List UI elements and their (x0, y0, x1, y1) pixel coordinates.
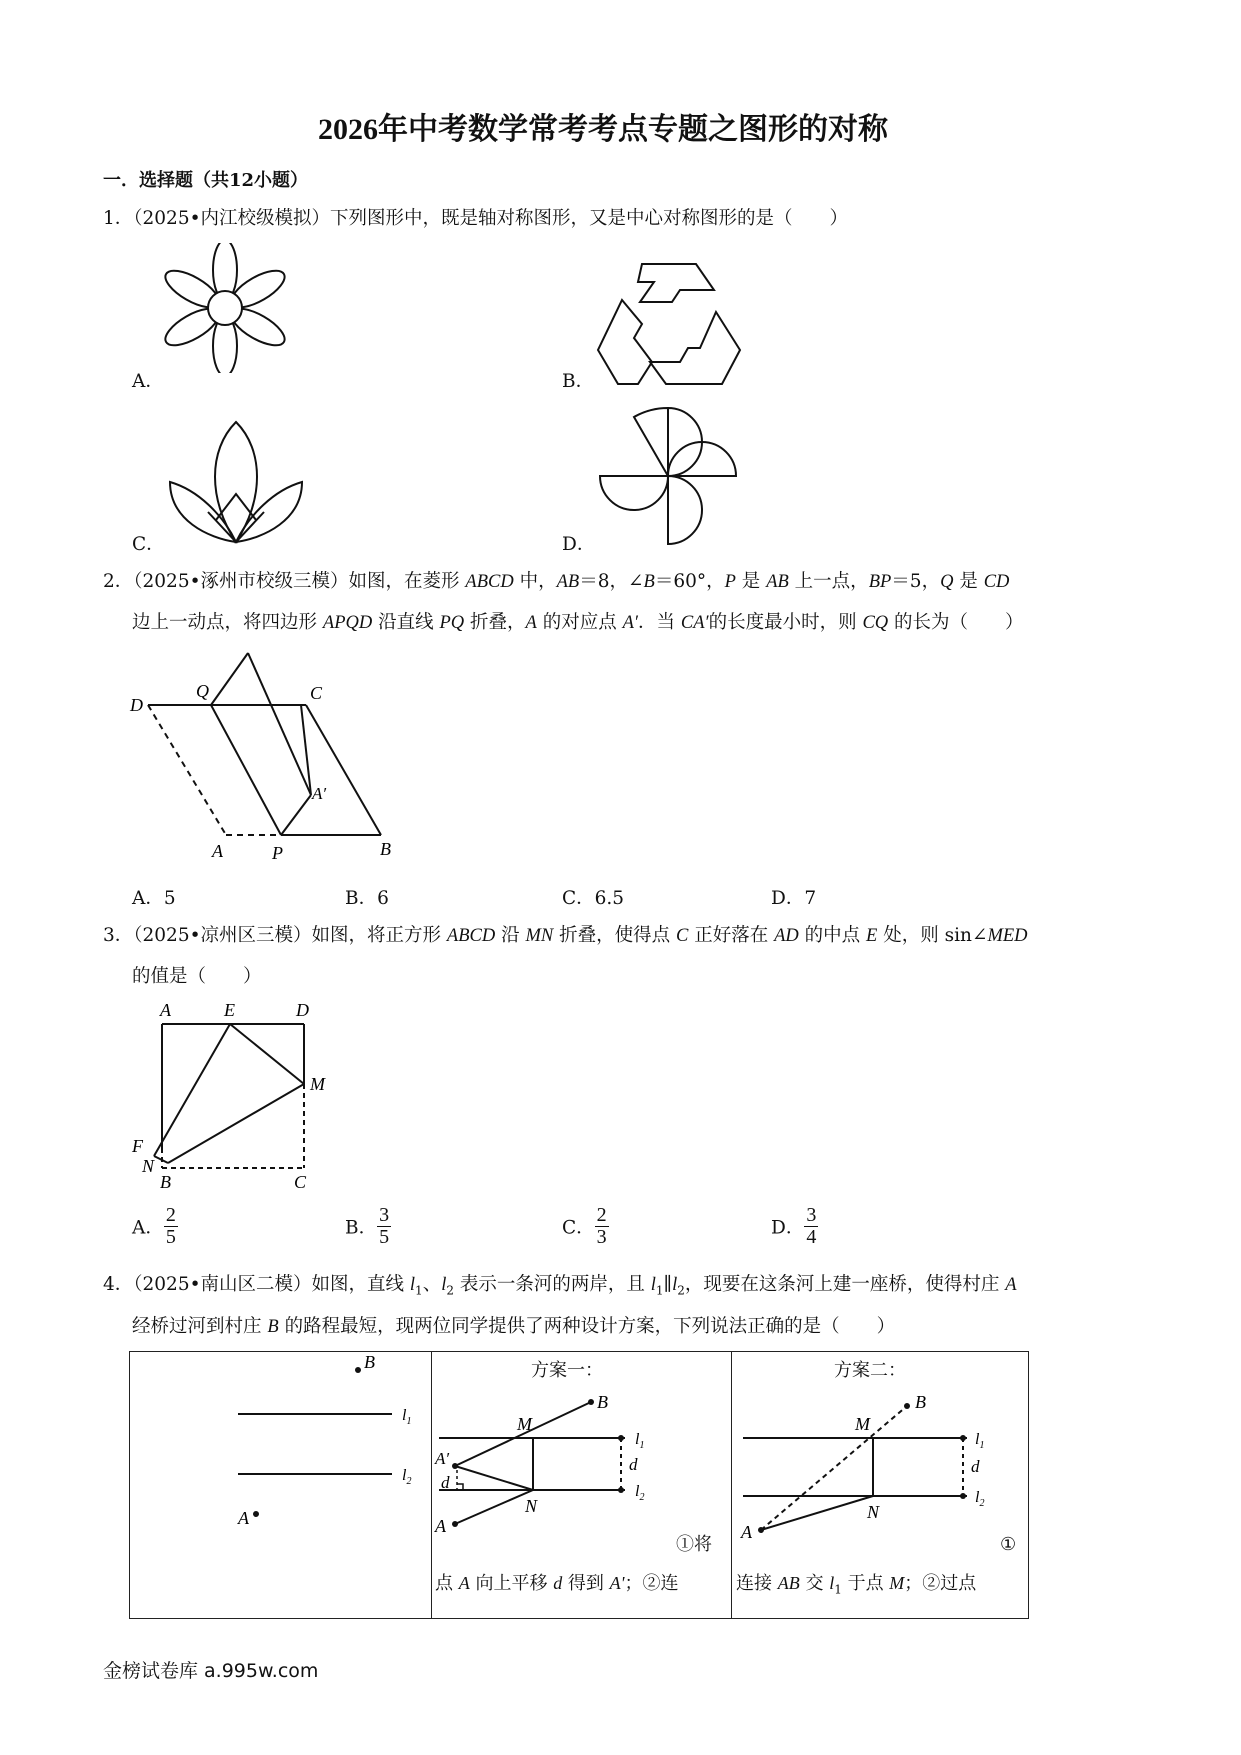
q3-option-c[interactable]: C． $\frac{2}{3}$ (562, 1204, 607, 1248)
q1-option-a[interactable]: A． (132, 371, 164, 392)
q3-label-f: F (132, 1136, 143, 1156)
q1-figure-c-lotus (168, 420, 304, 544)
q4-s1-label-b: B (597, 1392, 608, 1412)
question-4-line-1: 4．（2025•南山区二模）如图，直线 $l_1$、$l_2$ 表示一条河的两岸，且 $l_1\parallel l_2$，现要在这条河上建一座桥，使得村庄 A (103, 1274, 1017, 1298)
q4-s2-label-d: d (971, 1457, 980, 1476)
q2-figure-rhombus (126, 645, 406, 863)
q4-cell-1-diagram (130, 1352, 430, 1618)
page-title: 2026年中考数学常考考点专题之图形的对称 (318, 113, 888, 146)
q3-label-c: C (294, 1172, 307, 1192)
question-3-line-2: 的值是（ ） (132, 966, 262, 987)
q1-option-c[interactable]: C． (132, 534, 165, 555)
q3-option-b[interactable]: B． $\frac{3}{5}$ (345, 1204, 390, 1248)
q1-option-b[interactable]: B． (562, 371, 595, 392)
q3-label-a: A (160, 1000, 171, 1020)
q2-option-c[interactable]: C．6.5 (562, 888, 625, 909)
q4-s2-label-b: B (915, 1392, 926, 1412)
q4-s1-label-l1: $l_1$ (635, 1431, 645, 1451)
q3-label-n: N (142, 1156, 155, 1176)
q2-label-b: B (380, 839, 391, 859)
question-3-line-1: 3．（2025•凉州区三模）如图，将正方形 ABCD 沿 MN 折叠，使得点 C 正好落在 AD 的中点 E 处，则 sin∠MED (103, 925, 1028, 946)
q4-s2-label-m: M (855, 1414, 870, 1434)
q2-option-b[interactable]: B．6 (345, 888, 389, 909)
q3-label-m: M (310, 1074, 325, 1094)
q4-c1-label-l2: $l_2$ (402, 1467, 412, 1487)
footer-watermark: 金榜试卷库 a.995w.com (103, 1660, 319, 1682)
q3-option-a-fraction: $\frac{2}{5}$ (165, 1204, 176, 1248)
q3-option-c-fraction: $\frac{2}{3}$ (596, 1204, 607, 1248)
q4-scheme1-title: 方案一： (531, 1360, 603, 1381)
q4-s1-label-a-prime: A′ (435, 1449, 450, 1468)
q2-label-a: A (212, 841, 223, 861)
q1-figure-d-pinwheel (598, 405, 738, 547)
q1-option-d[interactable]: D． (562, 534, 596, 555)
q4-scheme2-title: 方案二： (834, 1360, 906, 1381)
question-2-line-2: 边上一动点，将四边形 APQD 沿直线 PQ 折叠，A 的对应点 A′．当 CA′的长度最小时，则 CQ 的长为（ ） (132, 612, 1024, 633)
question-2-line-1: 2．（2025•涿州市校级三模）如图，在菱形 ABCD 中，AB＝8，∠B＝60°，P 是 AB 上一点，BP＝5，Q 是 CD (103, 571, 1010, 592)
q1-figure-b-recycle (596, 262, 744, 387)
q4-c1-label-l1: $l_1$ (402, 1407, 412, 1427)
question-4-line-2: 经桥过河到村庄 B 的路程最短，现两位同学提供了两种设计方案，下列说法正确的是（ ） (132, 1316, 896, 1337)
q3-figure-square (128, 998, 338, 1194)
q4-scheme1-diagram (431, 1388, 731, 1558)
q4-s2-label-a: A (741, 1522, 752, 1542)
q2-label-c: C (310, 683, 323, 703)
q4-scheme1-step-a: ①将 (676, 1534, 712, 1555)
q4-s1-label-d: d (441, 1473, 450, 1492)
q2-label-q: Q (196, 681, 209, 701)
q4-s1-label-a: A (435, 1516, 446, 1536)
q3-option-d[interactable]: D． $\frac{3}{4}$ (771, 1204, 817, 1248)
q4-scheme2-step-b: 连接 AB 交 $l_1$ 于点 M；②过点 (736, 1573, 977, 1597)
q2-label-p: P (272, 843, 283, 863)
q3-label-e: E (224, 1000, 235, 1020)
q2-option-d[interactable]: D．7 (771, 888, 817, 909)
q4-s1-label-m: M (517, 1414, 532, 1434)
q3-label-d: D (296, 1000, 309, 1020)
q4-s2-label-l1: $l_1$ (975, 1431, 985, 1451)
q3-option-a[interactable]: A． $\frac{2}{5}$ (132, 1204, 176, 1248)
q4-s2-label-l2: $l_2$ (975, 1489, 985, 1509)
q4-scheme-table (129, 1351, 1029, 1619)
q4-scheme2-step-a: ① (1000, 1534, 1017, 1555)
q2-option-a[interactable]: A．5 (132, 888, 176, 909)
q3-option-b-fraction: $\frac{3}{5}$ (379, 1204, 390, 1248)
q4-s1-label-n: N (525, 1496, 538, 1516)
q2-label-d: D (130, 695, 143, 715)
q4-s1-label-l2: $l_2$ (635, 1483, 645, 1503)
q3-label-b: B (160, 1172, 171, 1192)
question-1-text: 1．（2025•内江校级模拟）下列图形中，既是轴对称图形，又是中心对称图形的是（ ） (103, 208, 849, 229)
q4-c1-label-b: B (364, 1352, 375, 1372)
q1-figure-a-flower (160, 243, 290, 373)
q4-scheme1-step-b: 点 A 向上平移 d 得到 A'；②连 (435, 1573, 679, 1594)
q4-scheme2-diagram (731, 1388, 1029, 1548)
q4-c1-label-a: A (238, 1508, 249, 1528)
q4-s2-label-n: N (867, 1502, 880, 1522)
q3-option-d-fraction: $\frac{3}{4}$ (806, 1204, 817, 1248)
section-heading: 一．选择题（共12小题） (103, 170, 309, 191)
q4-s1-label-d-gap: d (629, 1455, 638, 1474)
q2-label-a-prime: A′ (312, 784, 327, 803)
